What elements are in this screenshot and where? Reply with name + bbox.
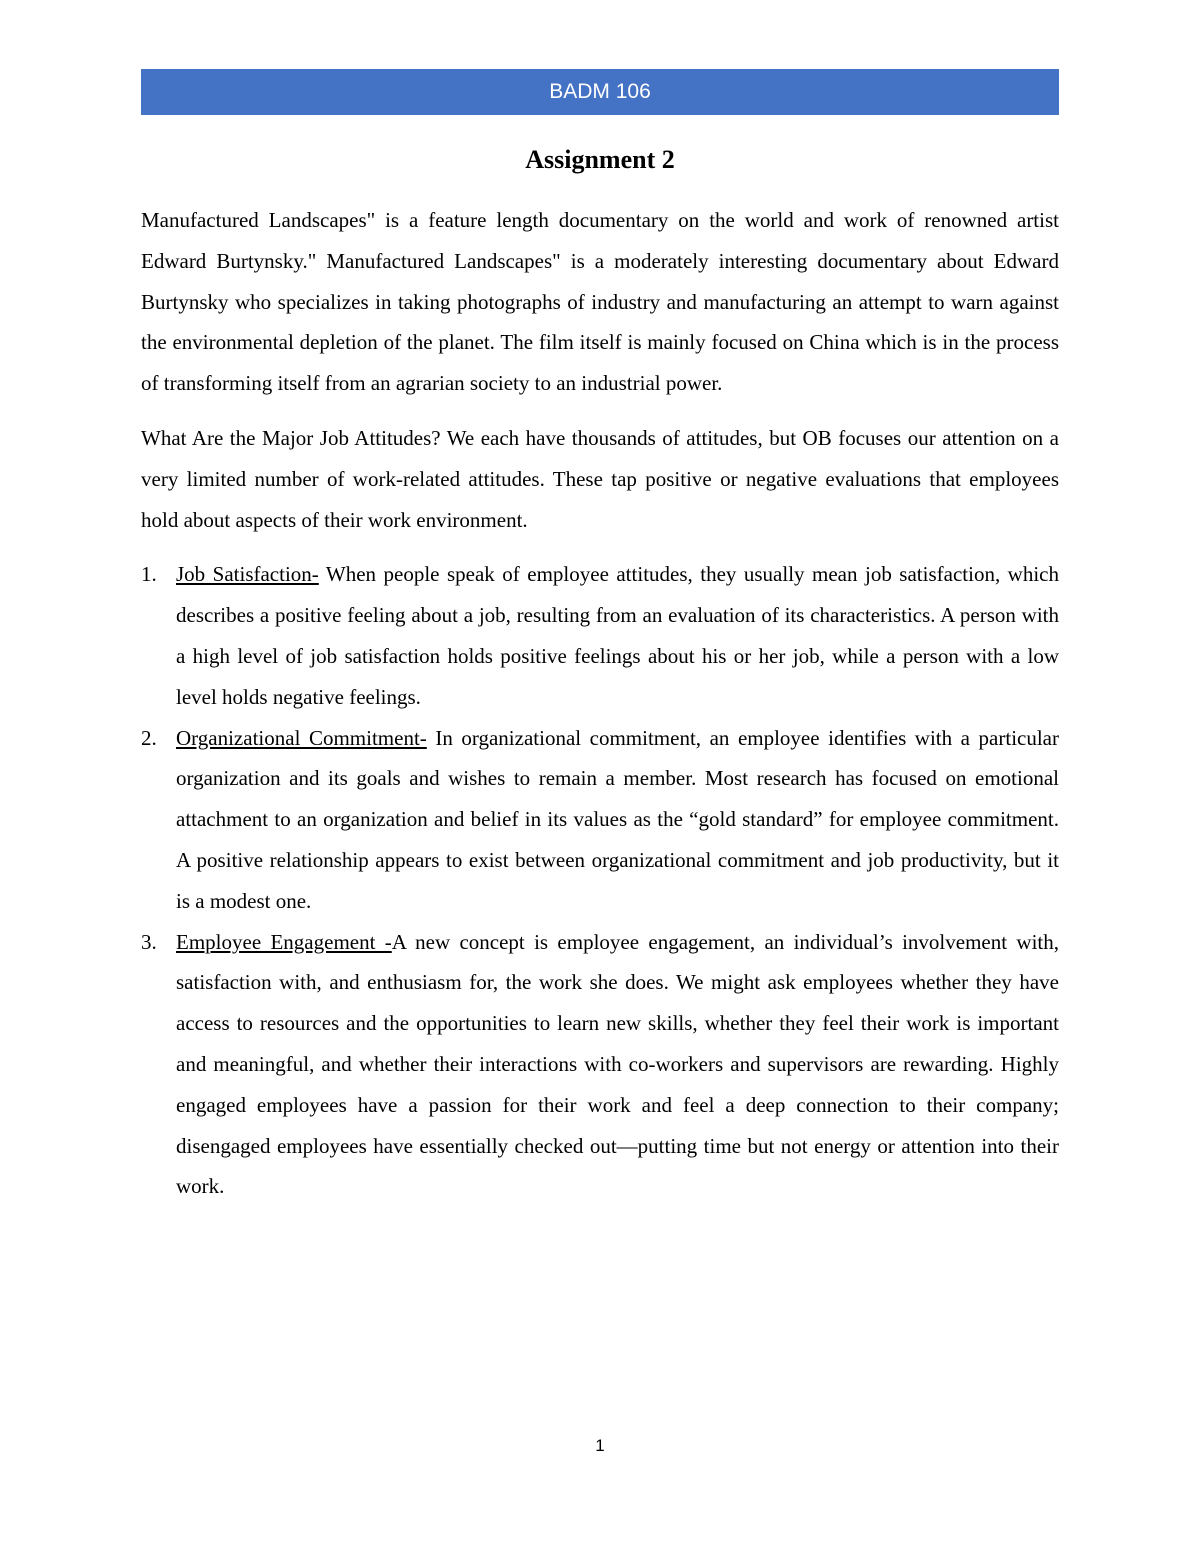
list-text: When people speak of employee attitudes, they usually mean job satisfaction, which describes a positive feeling about a job, resulting from an evaluation of its characteristics. A person with a high level of job satisfaction holds positive feelings about his or her job, while a person with a low level holds negative feelings. — [176, 562, 1059, 709]
intro-paragraph: Manufactured Landscapes" is a feature length documentary on the world and work of renowned artist Edward Burtynsky." Manufactured Landscapes" is a moderately interesting documentary about Edward Burtynsky who specializes in taking photographs of industry and manufacturing an attempt to warn against the environmental depletion of the planet. The film itself is mainly focused on China which is in the process of transforming itself from an agrarian society to an industrial power. — [141, 208, 1059, 396]
list-item-employee-engagement — [141, 922, 1059, 1208]
course-code: BADM 106 — [549, 80, 651, 103]
list-term: Employee Engagement - — [176, 929, 392, 954]
course-header-bar — [141, 69, 1059, 115]
list-term: Job Satisfaction- — [176, 562, 319, 587]
list-item-organizational-commitment — [141, 718, 1059, 922]
list-number: 3. — [141, 929, 157, 954]
list-text: A new concept is employee engagement, an individual’s involvement with, satisfaction with, and enthusiasm for, the work she does. We might ask employees whether they have access to resources and the opportunities to learn new skills, whether they feel their work is important and meaningful, and whether their interactions with co-workers and supervisors are rewarding. Highly engaged employees have a passion for their work and feel a deep connection to their company; disengaged employees have essentially checked out—putting time but not energy or attention into their work. — [176, 929, 1060, 1199]
attitudes-paragraph: What Are the Major Job Attitudes? We each have thousands of attitudes, but OB focuses our attention on a very limited number of work-related attitudes. These tap positive or negative evaluations that employees hold about aspects of their work environment. — [141, 425, 1059, 532]
page-number: 1 — [595, 1436, 605, 1455]
job-attitudes-list — [141, 554, 1059, 1207]
list-term: Organizational Commitment- — [176, 725, 427, 750]
document-body — [141, 200, 1059, 1207]
list-number: 1. — [141, 562, 157, 587]
document-title: Assignment 2 — [525, 145, 675, 174]
list-number: 2. — [141, 725, 157, 750]
list-text: In organizational commitment, an employee identifies with a particular organization and its goals and wishes to remain a member. Most research has focused on emotional attachment to an organization and belief in its values as the “gold standard” for employee commitment. A positive relationship appears to exist between organizational commitment and job productivity, but it is a modest one. — [176, 725, 1059, 913]
list-item-job-satisfaction — [141, 554, 1059, 717]
